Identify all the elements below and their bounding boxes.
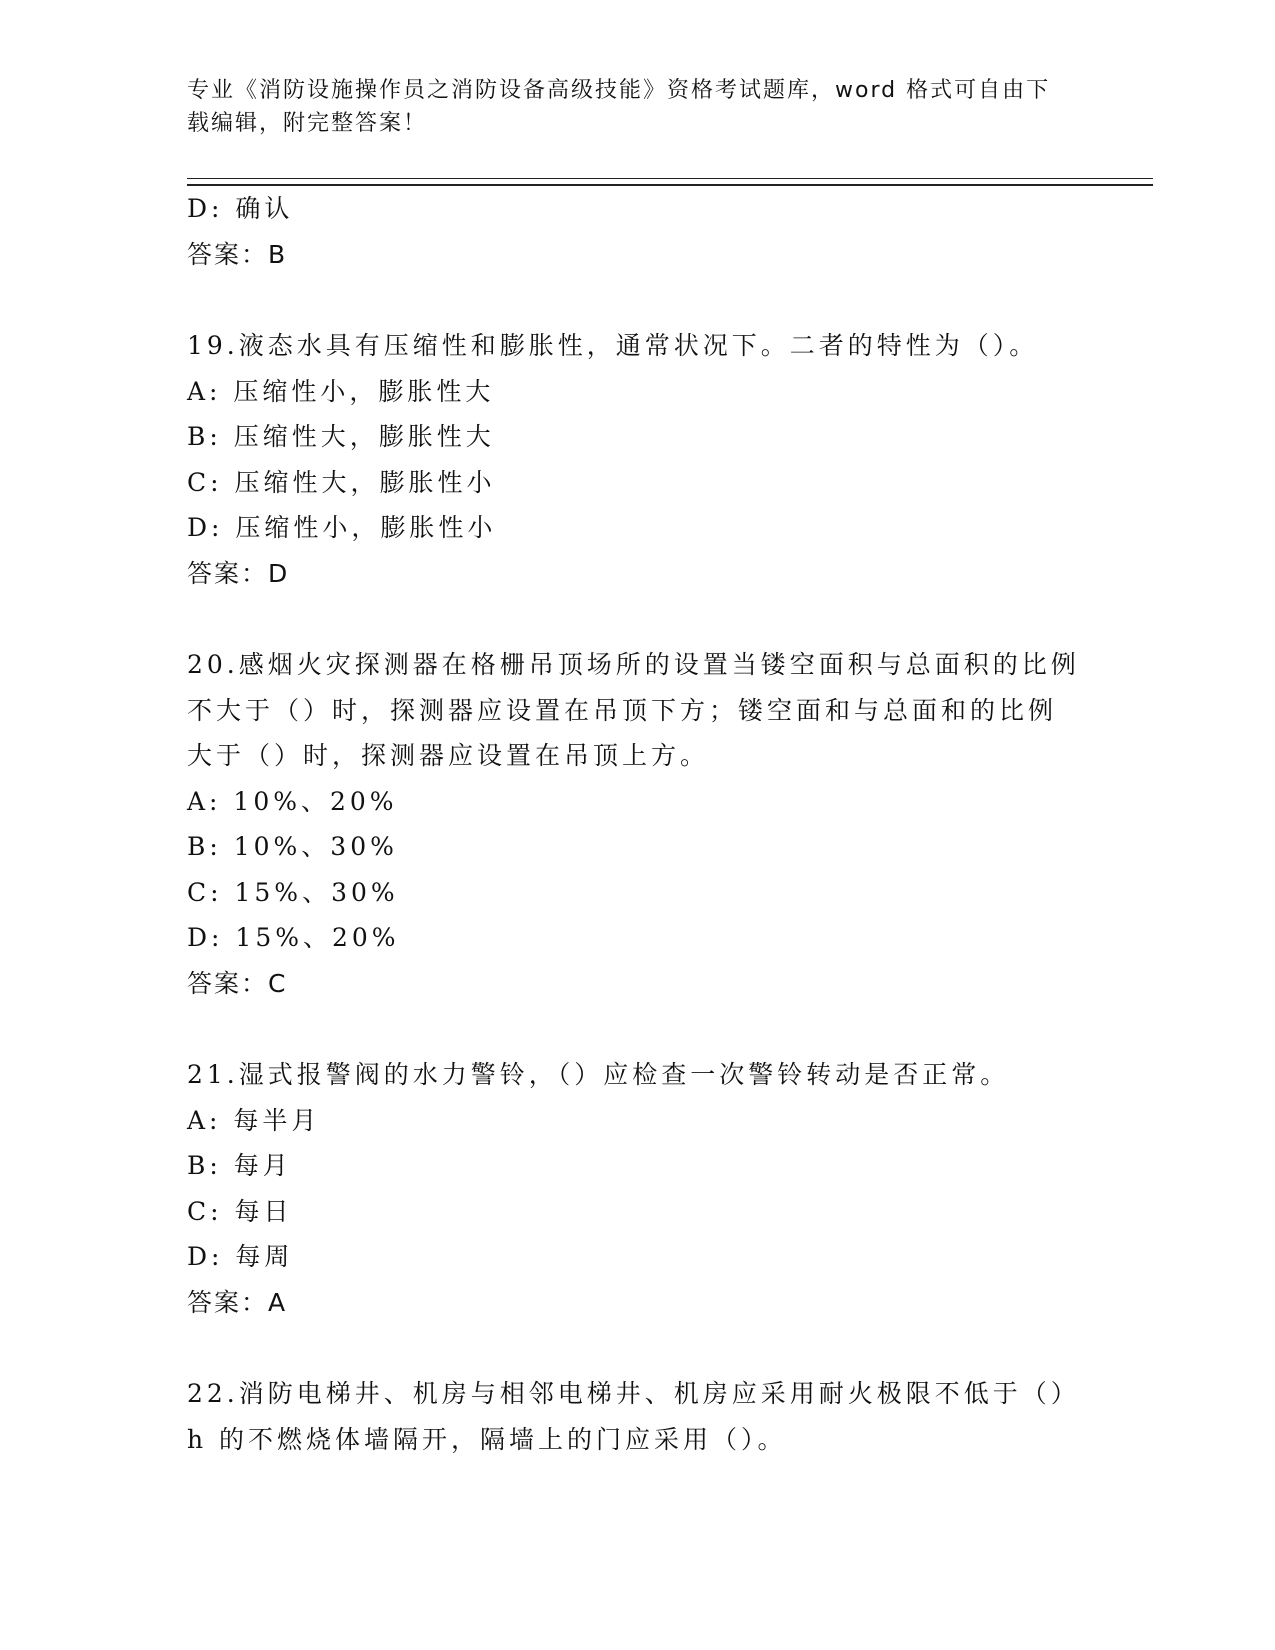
option-b: B: 每月 bbox=[187, 1151, 292, 1180]
answer-line: 答案：B bbox=[187, 239, 288, 269]
question-22 bbox=[187, 1371, 1087, 1462]
answer-line: 答案：C bbox=[187, 968, 288, 998]
option-c: C: 压缩性大，膨胀性小 bbox=[187, 467, 496, 497]
question-19 bbox=[187, 323, 1087, 596]
question-stem-line-1: 22.消防电梯井、机房与相邻电梯井、机房应采用耐火极限不低于（） bbox=[187, 1379, 1080, 1408]
option-a: A: 每半月 bbox=[187, 1105, 321, 1135]
option-b: B: 压缩性大，膨胀性大 bbox=[187, 422, 495, 451]
question-20 bbox=[187, 642, 1087, 1006]
document-header bbox=[187, 74, 1067, 140]
question-stem-line-2: 不大于（）时，探测器应设置在吊顶下方；镂空面和与总面和的比例 bbox=[187, 695, 1058, 725]
answer-line: 答案：D bbox=[187, 558, 290, 588]
question-stem-line-2: h 的不燃烧体墙隔开，隔墙上的门应采用（）。 bbox=[187, 1424, 787, 1454]
option-a: A: 10%、20% bbox=[187, 786, 398, 816]
option-c: C: 15%、30% bbox=[187, 877, 399, 907]
option-d: D: 15%、20% bbox=[187, 923, 400, 952]
option-a: A: 压缩性小，膨胀性大 bbox=[187, 376, 495, 406]
question-stem: 19.液态水具有压缩性和膨胀性，通常状况下。二者的特性为（）。 bbox=[187, 331, 1039, 360]
spacer bbox=[187, 277, 1087, 323]
spacer bbox=[187, 1325, 1087, 1371]
header-line-1: 专业《消防设施操作员之消防设备高级技能》资格考试题库，word 格式可自由下 bbox=[187, 78, 1051, 103]
header-line-2: 载编辑，附完整答案！ bbox=[187, 111, 428, 136]
question-list bbox=[187, 186, 1087, 1462]
question-stem-line-3: 大于（）时，探测器应设置在吊顶上方。 bbox=[187, 741, 710, 770]
option-c: C: 每日 bbox=[187, 1196, 293, 1226]
answer-line: 答案：A bbox=[187, 1287, 288, 1317]
option-d: D: 确认 bbox=[187, 194, 294, 223]
spacer bbox=[187, 596, 1087, 642]
spacer bbox=[187, 1006, 1087, 1052]
question-stem-line-1: 20.感烟火灾探测器在格栅吊顶场所的设置当镂空面积与总面积的比例 bbox=[187, 650, 1080, 679]
option-b: B: 10%、30% bbox=[187, 832, 398, 861]
option-d: D: 每周 bbox=[187, 1242, 294, 1271]
question-21 bbox=[187, 1052, 1087, 1325]
question-stem: 21.湿式报警阀的水力警铃，（）应检查一次警铃转动是否正常。 bbox=[187, 1060, 1010, 1089]
header-divider-thin bbox=[187, 178, 1153, 179]
option-d: D: 压缩性小，膨胀性小 bbox=[187, 513, 497, 542]
